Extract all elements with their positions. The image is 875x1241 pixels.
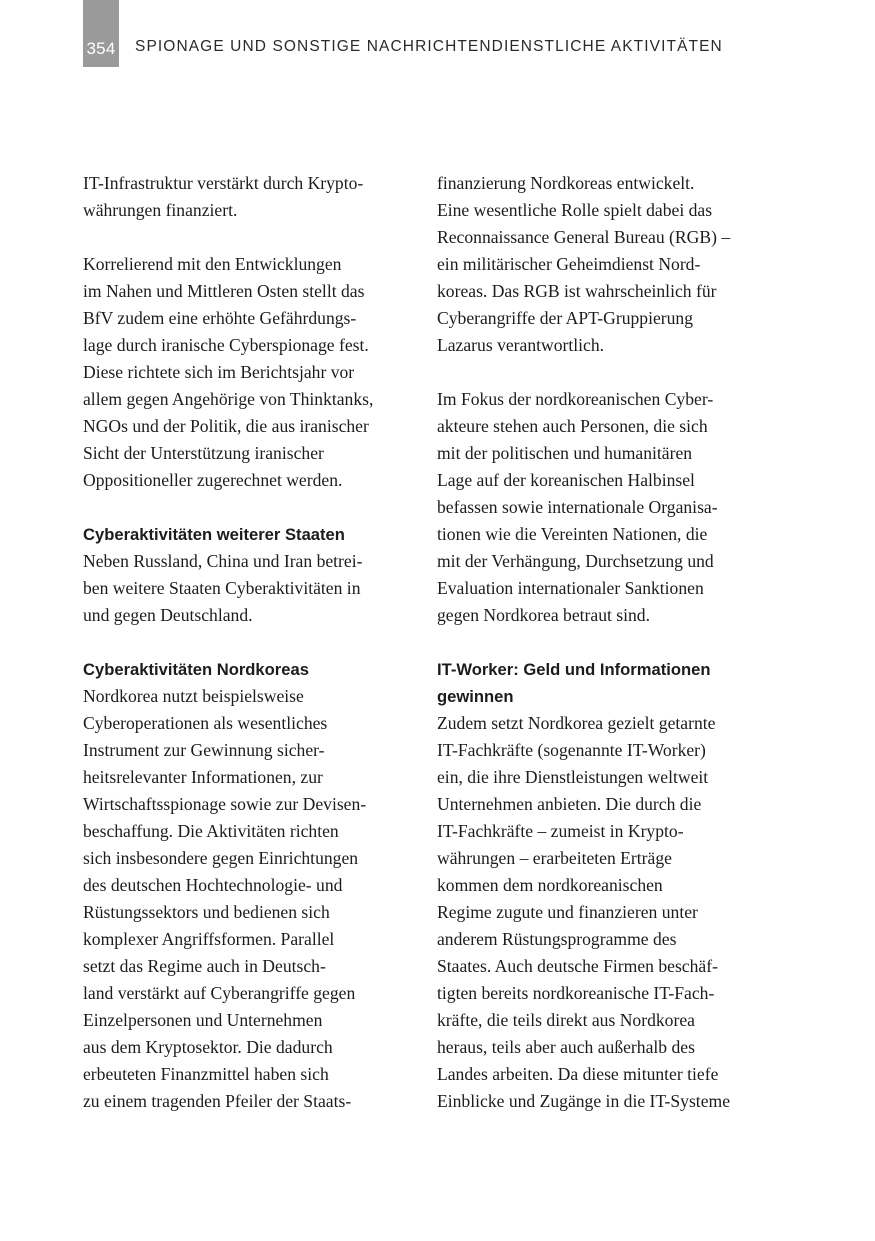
text-line: tigten bereits nordkoreanische IT-Fach- — [437, 983, 715, 1003]
text-line: IT-Fachkräfte (sogenannte IT-Worker) — [437, 740, 706, 760]
text-line: Rüstungssektors und bedienen sich — [83, 902, 330, 922]
text-line: setzt das Regime auch in Deutsch- — [83, 956, 326, 976]
text-line: Wirtschaftsspionage sowie zur Devisen- — [83, 794, 367, 814]
text-line: erbeuteten Finanzmittel haben sich — [83, 1064, 329, 1084]
text-line: komplexer Angriffsformen. Parallel — [83, 929, 335, 949]
text-line: Reconnaissance General Bureau (RGB) – — [437, 227, 731, 247]
text-line: akteure stehen auch Personen, die sich — [437, 416, 708, 436]
text-line: mit der politischen und humanitären — [437, 443, 693, 463]
paragraph — [83, 170, 413, 224]
text-line: Nordkorea nutzt beispielsweise — [83, 686, 304, 706]
text-line: Neben Russland, China und Iran betrei- — [83, 551, 363, 571]
text-line: Korrelierend mit den Entwicklungen — [83, 254, 342, 274]
text-line: Instrument zur Gewinnung sicher- — [83, 740, 325, 760]
paragraph-gap — [83, 224, 413, 251]
page-number-box — [83, 0, 119, 67]
text-line: lage durch iranische Cyberspionage fest. — [83, 335, 369, 355]
text-line: sich insbesondere gegen Einrichtungen — [83, 848, 359, 868]
text-line: währungen finanziert. — [83, 200, 238, 220]
text-line: Regime zugute und finanzieren unter — [437, 902, 698, 922]
text-line: gegen Nordkorea betraut sind. — [437, 605, 651, 625]
text-line: beschaffung. Die Aktivitäten richten — [83, 821, 339, 841]
text-line: Sicht der Unterstützung iranischer — [83, 443, 324, 463]
text-line: Lage auf der koreanischen Halbinsel — [437, 470, 695, 490]
page-number: 354 — [86, 39, 116, 58]
text-line: Evaluation internationaler Sanktionen — [437, 578, 704, 598]
left-column — [83, 170, 413, 1115]
text-line: und gegen Deutschland. — [83, 605, 253, 625]
text-line: BfV zudem eine erhöhte Gefährdungs- — [83, 308, 357, 328]
text-line: mit der Verhängung, Durchsetzung und — [437, 551, 714, 571]
text-line: NGOs und der Politik, die aus iranischer — [83, 416, 369, 436]
text-line: heraus, teils aber auch außerhalb des — [437, 1037, 695, 1057]
text-line: Diese richtete sich im Berichtsjahr vor — [83, 362, 355, 382]
text-line: Cyberangriffe der APT-Gruppierung — [437, 308, 694, 328]
text-line: tionen wie die Vereinten Nationen, die — [437, 524, 708, 544]
paragraph — [83, 251, 413, 494]
paragraph-gap — [83, 494, 413, 521]
text-line: Einblicke und Zugänge in die IT-Systeme — [437, 1091, 731, 1111]
text-line: kommen dem nordkoreanischen — [437, 875, 663, 895]
text-line: IT-Infrastruktur verstärkt durch Krypto- — [83, 173, 364, 193]
text-line: Lazarus verantwortlich. — [437, 335, 605, 355]
text-line: Unternehmen anbieten. Die durch die — [437, 794, 702, 814]
text-line: Staates. Auch deutsche Firmen beschäf- — [437, 956, 718, 976]
text-line: ein militärischer Geheimdienst Nord- — [437, 254, 701, 274]
paragraph — [437, 710, 767, 1115]
section-heading: IT-Worker: Geld und Informationen — [437, 660, 711, 679]
text-line: aus dem Kryptosektor. Die dadurch — [83, 1037, 333, 1057]
text-line: ben weitere Staaten Cyberaktivitäten in — [83, 578, 361, 598]
text-line: finanzierung Nordkoreas entwickelt. — [437, 173, 695, 193]
text-line: im Nahen und Mittleren Osten stellt das — [83, 281, 365, 301]
text-line: ein, die ihre Dienstleistungen weltweit — [437, 767, 709, 787]
text-line: allem gegen Angehörige von Thinktanks, — [83, 389, 374, 409]
text-line: anderem Rüstungsprogramme des — [437, 929, 677, 949]
text-line: währungen – erarbeiteten Erträge — [437, 848, 672, 868]
text-line: zu einem tragenden Pfeiler der Staats- — [83, 1091, 352, 1111]
text-line: Cyberoperationen als wesentliches — [83, 713, 328, 733]
paragraph — [83, 548, 413, 629]
section-heading: gewinnen — [437, 687, 514, 706]
text-line: land verstärkt auf Cyberangriffe gegen — [83, 983, 356, 1003]
running-title: SPIONAGE UND SONSTIGE NACHRICHTENDIENSTLICHE AKTIVITÄTEN — [135, 38, 723, 55]
paragraph-gap — [437, 359, 767, 386]
text-line: Eine wesentliche Rolle spielt dabei das — [437, 200, 713, 220]
paragraph — [437, 386, 767, 629]
text-line: IT-Fachkräfte – zumeist in Krypto- — [437, 821, 684, 841]
text-line: Im Fokus der nordkoreanischen Cyber- — [437, 389, 714, 409]
text-line: des deutschen Hochtechnologie- und — [83, 875, 343, 895]
text-line: Oppositioneller zugerechnet werden. — [83, 470, 343, 490]
right-column — [437, 170, 767, 1115]
paragraph-gap — [437, 629, 767, 656]
paragraph — [437, 170, 767, 359]
text-line: heitsrelevanter Informationen, zur — [83, 767, 323, 787]
text-line: befassen sowie internationale Organisa- — [437, 497, 718, 517]
text-line: Einzelpersonen und Unternehmen — [83, 1010, 323, 1030]
text-line: koreas. Das RGB ist wahrscheinlich für — [437, 281, 717, 301]
section-heading: Cyberaktivitäten weiterer Staaten — [83, 525, 345, 544]
paragraph — [83, 683, 413, 1115]
text-line: Landes arbeiten. Da diese mitunter tiefe — [437, 1064, 719, 1084]
text-line: kräfte, die teils direkt aus Nordkorea — [437, 1010, 695, 1030]
paragraph-gap — [83, 629, 413, 656]
text-line: Zudem setzt Nordkorea gezielt getarnte — [437, 713, 716, 733]
section-heading: Cyberaktivitäten Nordkoreas — [83, 660, 309, 679]
